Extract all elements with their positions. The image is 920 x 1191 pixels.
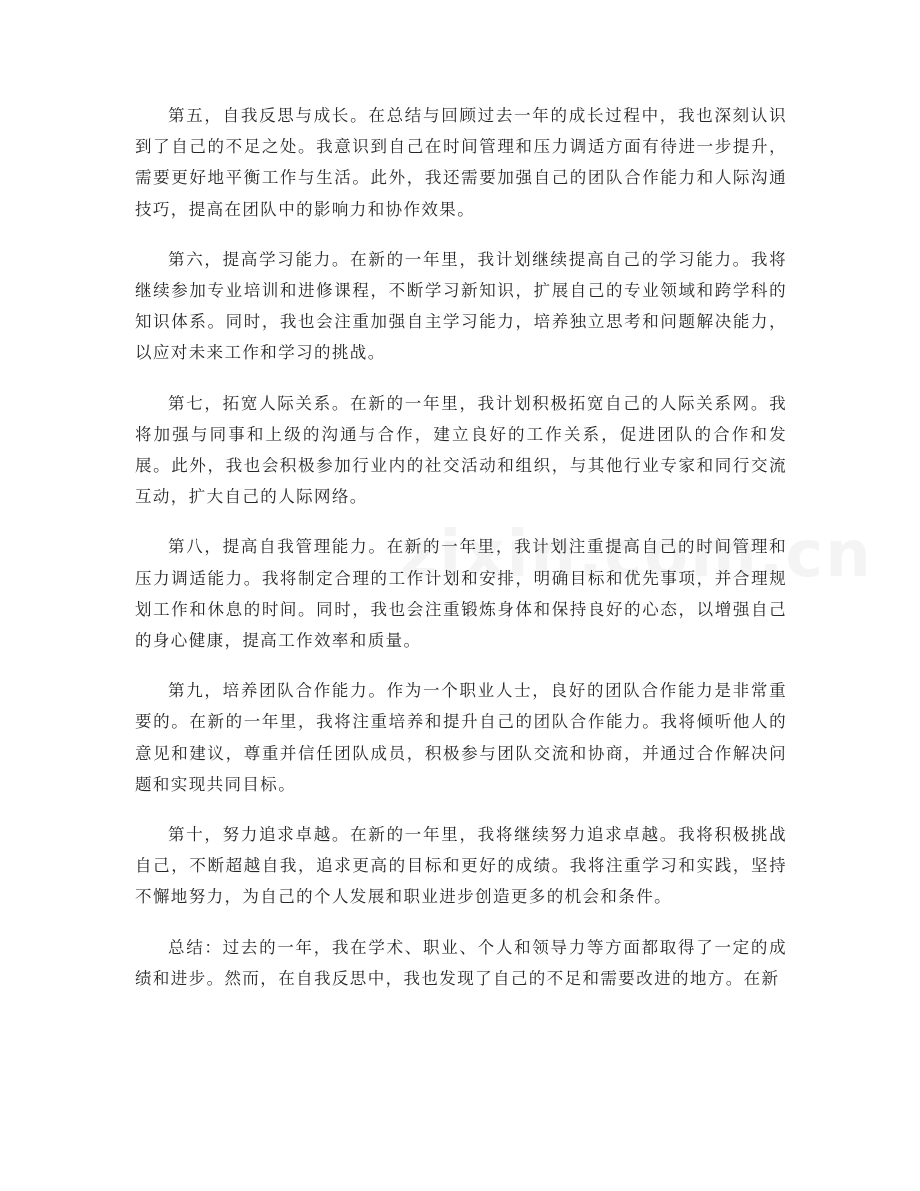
- paragraph-5: 第五，自我反思与成长。在总结与回顾过去一年的成长过程中，我也深刻认识到了自己的不足之处。我意识到自己在时间管理和压力调适方面有待进一步提升，需要更好地平衡工作与生活。此外，我还需要加强自己的团队合作能力和人际沟通技巧，提高在团队中的影响力和协作效果。: [135, 106, 787, 219]
- paragraph-9: 第九，培养团队合作能力。作为一个职业人士，良好的团队合作能力是非常重要的。在新的一年里，我将注重培养和提升自己的团队合作能力。我将倾听他人的意见和建议，尊重并信任团队成员，积极参与团队交流和协商，并通过合作解决问题和实现共同目标。: [135, 681, 787, 794]
- paragraph-summary: 总结：过去的一年，我在学术、职业、个人和领导力等方面都取得了一定的成绩和进步。然而，在自我反思中，我也发现了自己的不足和需要改进的地方。在新: [135, 937, 787, 988]
- paragraph-10: 第十，努力追求卓越。在新的一年里，我将继续努力追求卓越。我将积极挑战自己，不断超越自我，追求更高的目标和更好的成绩。我将注重学习和实践，坚持不懈地努力，为自己的个人发展和职业进步创造更多的机会和条件。: [135, 825, 787, 907]
- paragraph-8: 第八，提高自我管理能力。在新的一年里，我计划注重提高自己的时间管理和压力调适能力。我将制定合理的工作计划和安排，明确目标和优先事项，并合理规划工作和休息的时间。同时，我也会注重锻炼身体和保持良好的心态，以增强自己的身心健康，提高工作效率和质量。: [135, 537, 787, 651]
- paragraph-7: 第七，拓宽人际关系。在新的一年里，我计划积极拓宽自己的人际关系网。我将加强与同事和上级的沟通与合作，建立良好的工作关系，促进团队的合作和发展。此外，我也会积极参加行业内的社交活动和组织，与其他行业专家和同行交流互动，扩大自己的人际网络。: [135, 393, 787, 507]
- paragraph-6: 第六，提高学习能力。在新的一年里，我计划继续提高自己的学习能力。我将继续参加专业培训和进修课程，不断学习新知识，扩展自己的专业领域和跨学科的知识体系。同时，我也会注重加强自主学习能力，培养独立思考和问题解决能力，以应对未来工作和学习的挑战。: [135, 249, 787, 363]
- document-body: [135, 100, 787, 1013]
